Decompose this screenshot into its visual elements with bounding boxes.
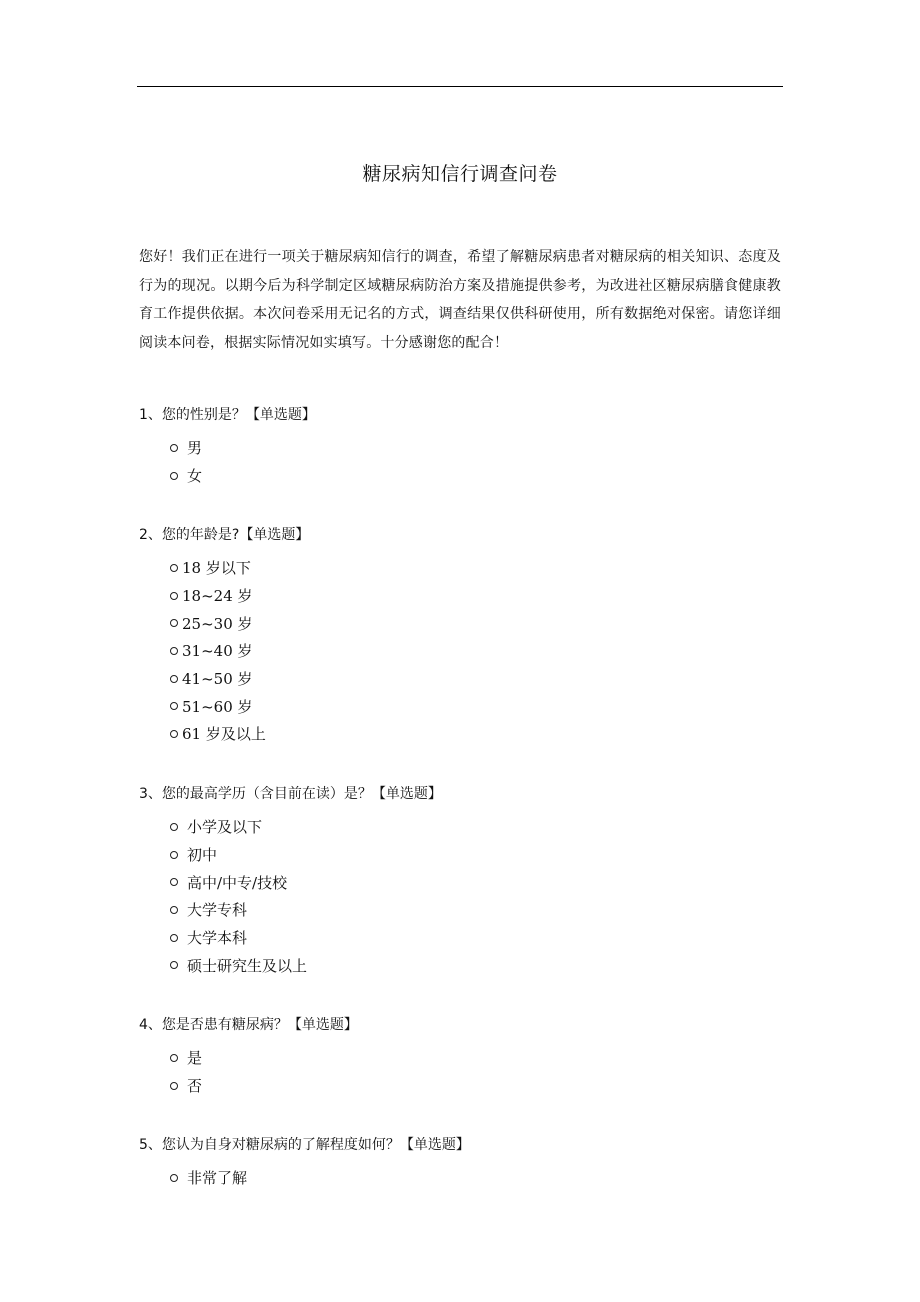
radio-circle-icon[interactable] xyxy=(170,823,178,831)
intro-paragraph: 您好！我们正在进行一项关于糖尿病知信行的调查，希望了解糖尿病患者对糖尿病的相关知识、态度及行为的现况。以期今后为科学制定区域糖尿病防治方案及措施提供参考，为改进社区糖尿病膳食健康教育工作提供依据。本次问卷采用无记名的方式，调查结果仅供科研使用，所有数据绝对保密。请您详细阅读本问卷，根据实际情况如实填写。十分感谢您的配合！ xyxy=(139,249,781,351)
question-5 xyxy=(139,1134,779,1192)
option-list xyxy=(139,554,779,748)
radio-circle-icon[interactable] xyxy=(170,592,178,600)
option-label: 41~50 岁 xyxy=(182,670,253,689)
radio-circle-icon[interactable] xyxy=(170,647,178,655)
option-label: 18~24 岁 xyxy=(182,587,253,606)
option-college[interactable] xyxy=(139,896,779,924)
page-title: 糖尿病知信行调查问卷 xyxy=(362,163,558,185)
option-age-under-18[interactable] xyxy=(139,554,779,582)
option-label: 31~40 岁 xyxy=(182,642,253,661)
option-female[interactable] xyxy=(139,462,779,490)
option-label: 51~60 岁 xyxy=(182,697,253,716)
option-label: 女 xyxy=(187,467,203,486)
option-age-41-50[interactable] xyxy=(139,665,779,693)
radio-circle-icon[interactable] xyxy=(170,906,178,914)
radio-circle-icon[interactable] xyxy=(170,472,178,480)
option-very-familiar[interactable] xyxy=(139,1164,779,1192)
option-label: 初中 xyxy=(187,846,218,865)
question-title: 4、您是否患有糖尿病？【单选题】 xyxy=(139,1017,358,1033)
question-2 xyxy=(139,524,779,748)
question-title: 2、您的年龄是?【单选题】 xyxy=(139,527,310,543)
option-label: 18 岁以下 xyxy=(182,559,251,578)
option-label: 25~30 岁 xyxy=(182,614,253,633)
question-title: 3、您的最高学历（含目前在读）是？【单选题】 xyxy=(139,786,442,802)
radio-circle-icon[interactable] xyxy=(170,851,178,859)
option-label: 大学本科 xyxy=(187,929,248,948)
question-title: 5、您认为自身对糖尿病的了解程度如何？【单选题】 xyxy=(139,1137,470,1153)
option-no[interactable] xyxy=(139,1072,779,1100)
option-senior-high[interactable] xyxy=(139,868,779,896)
radio-circle-icon[interactable] xyxy=(170,444,178,452)
option-age-18-24[interactable] xyxy=(139,582,779,610)
option-age-25-30[interactable] xyxy=(139,609,779,637)
radio-circle-icon[interactable] xyxy=(170,564,178,572)
radio-circle-icon[interactable] xyxy=(170,1054,178,1062)
option-male[interactable] xyxy=(139,434,779,462)
radio-circle-icon[interactable] xyxy=(170,702,178,710)
option-list xyxy=(139,1044,779,1099)
radio-circle-icon[interactable] xyxy=(170,961,178,969)
option-list xyxy=(139,1164,779,1192)
radio-circle-icon[interactable] xyxy=(170,730,178,738)
option-age-51-60[interactable] xyxy=(139,692,779,720)
option-yes[interactable] xyxy=(139,1044,779,1072)
option-junior-high[interactable] xyxy=(139,841,779,869)
question-1 xyxy=(139,404,779,489)
option-age-61-plus[interactable] xyxy=(139,720,779,748)
radio-circle-icon[interactable] xyxy=(170,934,178,942)
option-label: 61 岁及以上 xyxy=(182,725,266,744)
question-title: 1、您的性别是？【单选题】 xyxy=(139,407,316,423)
option-label: 大学专科 xyxy=(187,901,248,920)
option-list xyxy=(139,813,779,979)
option-label: 非常了解 xyxy=(187,1169,248,1188)
option-label: 否 xyxy=(187,1077,203,1096)
option-age-31-40[interactable] xyxy=(139,637,779,665)
option-label: 小学及以下 xyxy=(187,818,263,837)
option-primary-or-below[interactable] xyxy=(139,813,779,841)
radio-circle-icon[interactable] xyxy=(170,1082,178,1090)
radio-circle-icon[interactable] xyxy=(170,675,178,683)
radio-circle-icon[interactable] xyxy=(170,619,178,627)
option-list xyxy=(139,434,779,489)
radio-circle-icon[interactable] xyxy=(170,1174,178,1182)
top-rule xyxy=(137,86,783,87)
option-label: 高中/中专/技校 xyxy=(187,873,288,892)
option-label: 男 xyxy=(187,439,203,458)
question-4 xyxy=(139,1014,779,1099)
radio-circle-icon[interactable] xyxy=(170,878,178,886)
option-master-or-above[interactable] xyxy=(139,951,779,979)
option-label: 是 xyxy=(187,1049,203,1068)
option-label: 硕士研究生及以上 xyxy=(187,956,308,975)
option-bachelor[interactable] xyxy=(139,924,779,952)
question-3 xyxy=(139,783,779,979)
